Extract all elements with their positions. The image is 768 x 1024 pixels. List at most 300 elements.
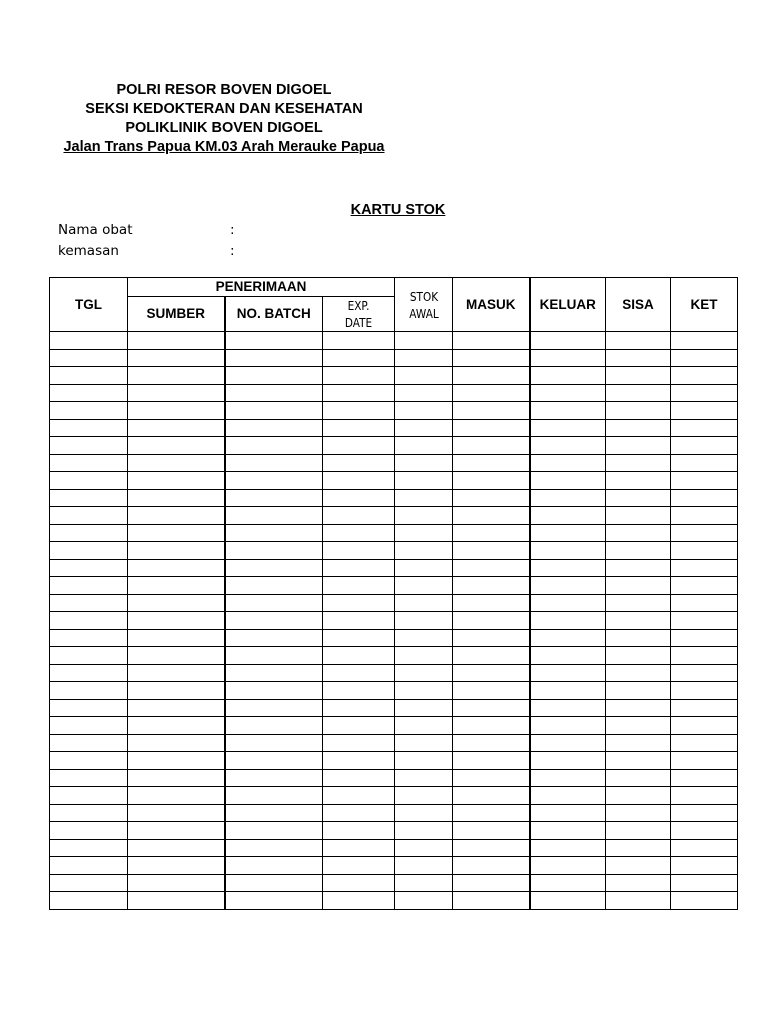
cell-sisa[interactable] <box>606 524 671 542</box>
cell-sumber[interactable] <box>128 402 225 420</box>
cell-masuk[interactable] <box>453 524 530 542</box>
cell-masuk[interactable] <box>453 629 530 647</box>
cell-ket[interactable] <box>671 419 738 437</box>
cell-sisa[interactable] <box>606 437 671 455</box>
cell-tgl[interactable] <box>50 769 128 787</box>
cell-sisa[interactable] <box>606 699 671 717</box>
cell-stok-awal[interactable] <box>395 507 453 525</box>
cell-sumber[interactable] <box>128 384 225 402</box>
cell-no-batch[interactable] <box>225 682 323 700</box>
cell-keluar[interactable] <box>530 577 606 595</box>
cell-ket[interactable] <box>671 769 738 787</box>
cell-tgl[interactable] <box>50 664 128 682</box>
cell-ket[interactable] <box>671 332 738 350</box>
cell-stok-awal[interactable] <box>395 664 453 682</box>
cell-no-batch[interactable] <box>225 734 323 752</box>
cell-sumber[interactable] <box>128 489 225 507</box>
cell-exp-date[interactable] <box>323 629 395 647</box>
cell-no-batch[interactable] <box>225 349 323 367</box>
cell-exp-date[interactable] <box>323 559 395 577</box>
cell-stok-awal[interactable] <box>395 367 453 385</box>
cell-ket[interactable] <box>671 647 738 665</box>
cell-sisa[interactable] <box>606 839 671 857</box>
cell-tgl[interactable] <box>50 734 128 752</box>
cell-sumber[interactable] <box>128 419 225 437</box>
cell-stok-awal[interactable] <box>395 384 453 402</box>
cell-keluar[interactable] <box>530 647 606 665</box>
cell-keluar[interactable] <box>530 367 606 385</box>
cell-no-batch[interactable] <box>225 874 323 892</box>
cell-masuk[interactable] <box>453 577 530 595</box>
cell-stok-awal[interactable] <box>395 332 453 350</box>
cell-tgl[interactable] <box>50 454 128 472</box>
cell-tgl[interactable] <box>50 787 128 805</box>
cell-keluar[interactable] <box>530 472 606 490</box>
cell-stok-awal[interactable] <box>395 682 453 700</box>
cell-keluar[interactable] <box>530 437 606 455</box>
cell-exp-date[interactable] <box>323 419 395 437</box>
cell-sisa[interactable] <box>606 542 671 560</box>
cell-masuk[interactable] <box>453 822 530 840</box>
cell-tgl[interactable] <box>50 332 128 350</box>
cell-ket[interactable] <box>671 437 738 455</box>
cell-tgl[interactable] <box>50 647 128 665</box>
cell-exp-date[interactable] <box>323 507 395 525</box>
cell-stok-awal[interactable] <box>395 594 453 612</box>
cell-sumber[interactable] <box>128 874 225 892</box>
cell-keluar[interactable] <box>530 419 606 437</box>
cell-sisa[interactable] <box>606 874 671 892</box>
cell-sisa[interactable] <box>606 384 671 402</box>
cell-stok-awal[interactable] <box>395 524 453 542</box>
cell-masuk[interactable] <box>453 384 530 402</box>
cell-sumber[interactable] <box>128 787 225 805</box>
cell-sumber[interactable] <box>128 734 225 752</box>
cell-ket[interactable] <box>671 542 738 560</box>
cell-no-batch[interactable] <box>225 454 323 472</box>
cell-masuk[interactable] <box>453 402 530 420</box>
cell-no-batch[interactable] <box>225 594 323 612</box>
cell-stok-awal[interactable] <box>395 454 453 472</box>
cell-sumber[interactable] <box>128 454 225 472</box>
cell-exp-date[interactable] <box>323 384 395 402</box>
cell-sisa[interactable] <box>606 804 671 822</box>
cell-ket[interactable] <box>671 839 738 857</box>
cell-keluar[interactable] <box>530 559 606 577</box>
cell-exp-date[interactable] <box>323 874 395 892</box>
cell-exp-date[interactable] <box>323 822 395 840</box>
cell-tgl[interactable] <box>50 367 128 385</box>
cell-keluar[interactable] <box>530 402 606 420</box>
cell-exp-date[interactable] <box>323 437 395 455</box>
cell-ket[interactable] <box>671 682 738 700</box>
cell-no-batch[interactable] <box>225 857 323 875</box>
cell-sumber[interactable] <box>128 682 225 700</box>
cell-tgl[interactable] <box>50 577 128 595</box>
cell-ket[interactable] <box>671 472 738 490</box>
cell-keluar[interactable] <box>530 874 606 892</box>
cell-ket[interactable] <box>671 752 738 770</box>
cell-exp-date[interactable] <box>323 472 395 490</box>
cell-stok-awal[interactable] <box>395 542 453 560</box>
cell-stok-awal[interactable] <box>395 629 453 647</box>
cell-exp-date[interactable] <box>323 402 395 420</box>
cell-masuk[interactable] <box>453 717 530 735</box>
cell-no-batch[interactable] <box>225 472 323 490</box>
cell-sisa[interactable] <box>606 664 671 682</box>
cell-tgl[interactable] <box>50 472 128 490</box>
cell-sisa[interactable] <box>606 472 671 490</box>
cell-sumber[interactable] <box>128 524 225 542</box>
cell-stok-awal[interactable] <box>395 472 453 490</box>
cell-sumber[interactable] <box>128 367 225 385</box>
cell-no-batch[interactable] <box>225 769 323 787</box>
cell-tgl[interactable] <box>50 612 128 630</box>
cell-masuk[interactable] <box>453 647 530 665</box>
cell-sisa[interactable] <box>606 717 671 735</box>
cell-tgl[interactable] <box>50 804 128 822</box>
cell-sumber[interactable] <box>128 804 225 822</box>
cell-tgl[interactable] <box>50 489 128 507</box>
cell-tgl[interactable] <box>50 349 128 367</box>
cell-masuk[interactable] <box>453 489 530 507</box>
cell-tgl[interactable] <box>50 857 128 875</box>
cell-keluar[interactable] <box>530 857 606 875</box>
cell-ket[interactable] <box>671 402 738 420</box>
cell-sisa[interactable] <box>606 769 671 787</box>
cell-ket[interactable] <box>671 717 738 735</box>
cell-sisa[interactable] <box>606 822 671 840</box>
cell-keluar[interactable] <box>530 507 606 525</box>
cell-ket[interactable] <box>671 367 738 385</box>
cell-exp-date[interactable] <box>323 542 395 560</box>
cell-sumber[interactable] <box>128 647 225 665</box>
cell-sisa[interactable] <box>606 419 671 437</box>
cell-keluar[interactable] <box>530 664 606 682</box>
cell-stok-awal[interactable] <box>395 769 453 787</box>
cell-tgl[interactable] <box>50 699 128 717</box>
cell-masuk[interactable] <box>453 542 530 560</box>
cell-masuk[interactable] <box>453 734 530 752</box>
cell-sisa[interactable] <box>606 332 671 350</box>
cell-stok-awal[interactable] <box>395 699 453 717</box>
cell-masuk[interactable] <box>453 892 530 910</box>
cell-ket[interactable] <box>671 507 738 525</box>
cell-no-batch[interactable] <box>225 612 323 630</box>
cell-ket[interactable] <box>671 804 738 822</box>
cell-ket[interactable] <box>671 822 738 840</box>
cell-stok-awal[interactable] <box>395 857 453 875</box>
cell-sumber[interactable] <box>128 594 225 612</box>
cell-exp-date[interactable] <box>323 699 395 717</box>
cell-exp-date[interactable] <box>323 839 395 857</box>
cell-stok-awal[interactable] <box>395 804 453 822</box>
cell-sisa[interactable] <box>606 402 671 420</box>
cell-ket[interactable] <box>671 629 738 647</box>
cell-tgl[interactable] <box>50 402 128 420</box>
cell-ket[interactable] <box>671 384 738 402</box>
cell-exp-date[interactable] <box>323 612 395 630</box>
cell-stok-awal[interactable] <box>395 822 453 840</box>
cell-no-batch[interactable] <box>225 787 323 805</box>
cell-sisa[interactable] <box>606 454 671 472</box>
cell-masuk[interactable] <box>453 472 530 490</box>
cell-no-batch[interactable] <box>225 892 323 910</box>
cell-tgl[interactable] <box>50 839 128 857</box>
cell-sisa[interactable] <box>606 682 671 700</box>
cell-ket[interactable] <box>671 734 738 752</box>
cell-keluar[interactable] <box>530 752 606 770</box>
cell-no-batch[interactable] <box>225 332 323 350</box>
cell-keluar[interactable] <box>530 734 606 752</box>
cell-masuk[interactable] <box>453 699 530 717</box>
cell-masuk[interactable] <box>453 612 530 630</box>
cell-stok-awal[interactable] <box>395 892 453 910</box>
cell-no-batch[interactable] <box>225 559 323 577</box>
cell-masuk[interactable] <box>453 682 530 700</box>
cell-sisa[interactable] <box>606 507 671 525</box>
cell-keluar[interactable] <box>530 594 606 612</box>
cell-sumber[interactable] <box>128 717 225 735</box>
cell-ket[interactable] <box>671 559 738 577</box>
cell-ket[interactable] <box>671 699 738 717</box>
cell-masuk[interactable] <box>453 839 530 857</box>
cell-tgl[interactable] <box>50 892 128 910</box>
cell-no-batch[interactable] <box>225 384 323 402</box>
cell-masuk[interactable] <box>453 804 530 822</box>
cell-ket[interactable] <box>671 594 738 612</box>
cell-stok-awal[interactable] <box>395 612 453 630</box>
cell-sumber[interactable] <box>128 857 225 875</box>
cell-sisa[interactable] <box>606 559 671 577</box>
cell-exp-date[interactable] <box>323 647 395 665</box>
cell-sumber[interactable] <box>128 349 225 367</box>
cell-ket[interactable] <box>671 489 738 507</box>
cell-sisa[interactable] <box>606 857 671 875</box>
cell-stok-awal[interactable] <box>395 874 453 892</box>
cell-exp-date[interactable] <box>323 804 395 822</box>
cell-sisa[interactable] <box>606 349 671 367</box>
cell-no-batch[interactable] <box>225 507 323 525</box>
cell-no-batch[interactable] <box>225 437 323 455</box>
cell-keluar[interactable] <box>530 787 606 805</box>
cell-exp-date[interactable] <box>323 349 395 367</box>
cell-masuk[interactable] <box>453 752 530 770</box>
cell-tgl[interactable] <box>50 437 128 455</box>
cell-tgl[interactable] <box>50 559 128 577</box>
cell-stok-awal[interactable] <box>395 559 453 577</box>
cell-keluar[interactable] <box>530 612 606 630</box>
cell-stok-awal[interactable] <box>395 437 453 455</box>
cell-exp-date[interactable] <box>323 769 395 787</box>
nama-obat-value[interactable]: : <box>230 222 235 238</box>
cell-sumber[interactable] <box>128 332 225 350</box>
cell-tgl[interactable] <box>50 594 128 612</box>
cell-stok-awal[interactable] <box>395 752 453 770</box>
cell-masuk[interactable] <box>453 419 530 437</box>
cell-exp-date[interactable] <box>323 454 395 472</box>
cell-exp-date[interactable] <box>323 332 395 350</box>
cell-sumber[interactable] <box>128 577 225 595</box>
cell-sisa[interactable] <box>606 787 671 805</box>
cell-tgl[interactable] <box>50 384 128 402</box>
cell-stok-awal[interactable] <box>395 577 453 595</box>
kemasan-value[interactable]: : <box>230 243 235 259</box>
cell-tgl[interactable] <box>50 542 128 560</box>
table-row <box>50 717 738 735</box>
cell-stok-awal[interactable] <box>395 717 453 735</box>
cell-stok-awal[interactable] <box>395 402 453 420</box>
cell-keluar[interactable] <box>530 542 606 560</box>
cell-sisa[interactable] <box>606 892 671 910</box>
cell-no-batch[interactable] <box>225 577 323 595</box>
cell-exp-date[interactable] <box>323 717 395 735</box>
cell-keluar[interactable] <box>530 699 606 717</box>
cell-masuk[interactable] <box>453 787 530 805</box>
cell-no-batch[interactable] <box>225 629 323 647</box>
cell-sisa[interactable] <box>606 629 671 647</box>
cell-no-batch[interactable] <box>225 542 323 560</box>
cell-exp-date[interactable] <box>323 594 395 612</box>
cell-masuk[interactable] <box>453 664 530 682</box>
cell-masuk[interactable] <box>453 349 530 367</box>
cell-masuk[interactable] <box>453 332 530 350</box>
cell-no-batch[interactable] <box>225 839 323 857</box>
cell-ket[interactable] <box>671 349 738 367</box>
cell-exp-date[interactable] <box>323 787 395 805</box>
cell-sisa[interactable] <box>606 367 671 385</box>
cell-sumber[interactable] <box>128 542 225 560</box>
cell-exp-date[interactable] <box>323 577 395 595</box>
cell-masuk[interactable] <box>453 594 530 612</box>
cell-exp-date[interactable] <box>323 367 395 385</box>
cell-tgl[interactable] <box>50 717 128 735</box>
cell-ket[interactable] <box>671 857 738 875</box>
cell-masuk[interactable] <box>453 367 530 385</box>
cell-stok-awal[interactable] <box>395 839 453 857</box>
cell-no-batch[interactable] <box>225 752 323 770</box>
cell-no-batch[interactable] <box>225 717 323 735</box>
cell-no-batch[interactable] <box>225 524 323 542</box>
cell-sumber[interactable] <box>128 612 225 630</box>
cell-no-batch[interactable] <box>225 664 323 682</box>
cell-stok-awal[interactable] <box>395 489 453 507</box>
cell-keluar[interactable] <box>530 524 606 542</box>
cell-tgl[interactable] <box>50 524 128 542</box>
cell-keluar[interactable] <box>530 454 606 472</box>
cell-masuk[interactable] <box>453 857 530 875</box>
cell-no-batch[interactable] <box>225 647 323 665</box>
cell-keluar[interactable] <box>530 349 606 367</box>
cell-no-batch[interactable] <box>225 822 323 840</box>
cell-keluar[interactable] <box>530 839 606 857</box>
cell-sumber[interactable] <box>128 892 225 910</box>
cell-sisa[interactable] <box>606 752 671 770</box>
cell-no-batch[interactable] <box>225 367 323 385</box>
cell-ket[interactable] <box>671 524 738 542</box>
cell-keluar[interactable] <box>530 332 606 350</box>
cell-no-batch[interactable] <box>225 804 323 822</box>
cell-masuk[interactable] <box>453 454 530 472</box>
cell-exp-date[interactable] <box>323 752 395 770</box>
cell-masuk[interactable] <box>453 874 530 892</box>
cell-exp-date[interactable] <box>323 489 395 507</box>
cell-sumber[interactable] <box>128 839 225 857</box>
cell-stok-awal[interactable] <box>395 787 453 805</box>
cell-exp-date[interactable] <box>323 734 395 752</box>
cell-tgl[interactable] <box>50 682 128 700</box>
cell-ket[interactable] <box>671 664 738 682</box>
cell-sumber[interactable] <box>128 699 225 717</box>
cell-exp-date[interactable] <box>323 682 395 700</box>
cell-keluar[interactable] <box>530 384 606 402</box>
cell-sumber[interactable] <box>128 507 225 525</box>
cell-sumber[interactable] <box>128 437 225 455</box>
cell-sumber[interactable] <box>128 769 225 787</box>
cell-sumber[interactable] <box>128 629 225 647</box>
cell-sumber[interactable] <box>128 559 225 577</box>
cell-tgl[interactable] <box>50 822 128 840</box>
cell-keluar[interactable] <box>530 717 606 735</box>
cell-keluar[interactable] <box>530 769 606 787</box>
cell-ket[interactable] <box>671 454 738 472</box>
cell-keluar[interactable] <box>530 892 606 910</box>
cell-ket[interactable] <box>671 892 738 910</box>
cell-sisa[interactable] <box>606 734 671 752</box>
cell-tgl[interactable] <box>50 629 128 647</box>
cell-exp-date[interactable] <box>323 664 395 682</box>
cell-ket[interactable] <box>671 577 738 595</box>
cell-sumber[interactable] <box>128 752 225 770</box>
cell-stok-awal[interactable] <box>395 349 453 367</box>
cell-keluar[interactable] <box>530 682 606 700</box>
cell-tgl[interactable] <box>50 752 128 770</box>
cell-sumber[interactable] <box>128 822 225 840</box>
cell-no-batch[interactable] <box>225 699 323 717</box>
cell-keluar[interactable] <box>530 629 606 647</box>
cell-no-batch[interactable] <box>225 419 323 437</box>
cell-masuk[interactable] <box>453 437 530 455</box>
cell-exp-date[interactable] <box>323 524 395 542</box>
cell-keluar[interactable] <box>530 822 606 840</box>
cell-stok-awal[interactable] <box>395 419 453 437</box>
cell-stok-awal[interactable] <box>395 734 453 752</box>
cell-sisa[interactable] <box>606 594 671 612</box>
cell-ket[interactable] <box>671 787 738 805</box>
cell-sisa[interactable] <box>606 489 671 507</box>
cell-keluar[interactable] <box>530 804 606 822</box>
cell-sumber[interactable] <box>128 472 225 490</box>
cell-masuk[interactable] <box>453 507 530 525</box>
cell-sisa[interactable] <box>606 612 671 630</box>
cell-no-batch[interactable] <box>225 402 323 420</box>
cell-tgl[interactable] <box>50 419 128 437</box>
cell-ket[interactable] <box>671 612 738 630</box>
cell-tgl[interactable] <box>50 874 128 892</box>
cell-stok-awal[interactable] <box>395 647 453 665</box>
cell-no-batch[interactable] <box>225 489 323 507</box>
cell-tgl[interactable] <box>50 507 128 525</box>
cell-masuk[interactable] <box>453 559 530 577</box>
cell-ket[interactable] <box>671 874 738 892</box>
cell-sumber[interactable] <box>128 664 225 682</box>
cell-exp-date[interactable] <box>323 857 395 875</box>
cell-sisa[interactable] <box>606 647 671 665</box>
cell-masuk[interactable] <box>453 769 530 787</box>
cell-keluar[interactable] <box>530 489 606 507</box>
cell-exp-date[interactable] <box>323 892 395 910</box>
cell-sisa[interactable] <box>606 577 671 595</box>
